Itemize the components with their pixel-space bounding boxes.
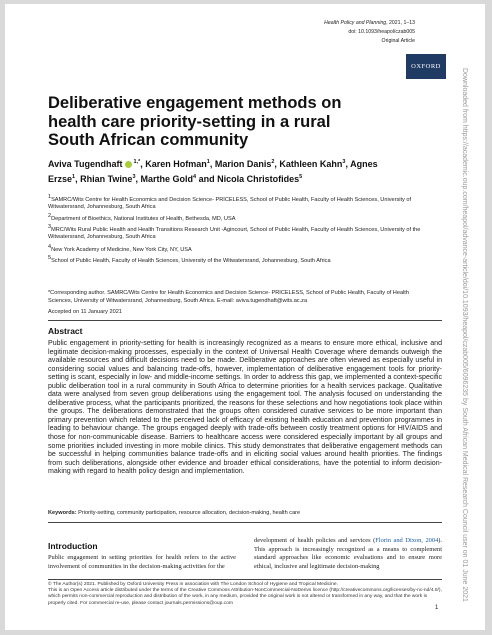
introduction-left-column: Public engagement in setting priorities for health refers to the active involvement of communities in the decision-making activities for the (48, 554, 236, 570)
affiliation-2 (48, 213, 433, 223)
license-footer (48, 582, 442, 607)
accepted-date: Accepted on 11 January 2021 (48, 309, 122, 315)
journal-citation (324, 20, 415, 26)
affiliation-text: New York Academy of Medicine, New York City, NY, USA (51, 246, 192, 253)
affiliation-number: 3 (48, 224, 52, 230)
author-name: and Nicola Christofides (196, 174, 300, 184)
introduction-heading: Introduction (48, 541, 98, 551)
affiliation-number: 1 (48, 194, 52, 200)
author-affiliation-mark: 2 (271, 159, 275, 165)
article-page (5, 4, 485, 630)
keywords (48, 510, 442, 516)
journal-name: Health Policy and Planning (324, 20, 387, 26)
affiliation-3 (48, 224, 433, 242)
author-corresponding-mark: * (138, 159, 141, 165)
article-title: Deliberative engagement methods on health care priority-setting in a rural South African community (48, 94, 342, 149)
doi[interactable]: doi: 10.1093/heapol/czab005 (348, 29, 415, 35)
page-number: 1 (435, 605, 439, 611)
author-name: Aviva Tugendhaft (48, 159, 123, 169)
intro-text: ). This approach is increasingly recognized as a means to complement standard approaches like economic evaluations and to ensure more ethical, inclusive and legitimate decision-making (254, 537, 442, 570)
author-affiliation-mark: 5 (299, 174, 303, 180)
keywords-list: Priority-setting, community participation, resource allocation, decision-making, health care (76, 510, 301, 516)
intro-text: development of health policies and services ( (254, 537, 376, 544)
author-name: , Karen Hofman (140, 159, 207, 169)
corresponding-author: *Corresponding author. SAMRC/Wits Centre for Health Economics and Decision Science- PRICELESS, School of Public Health, Faculty of Health Sciences, University of Witwatersrand, Johannesburg, South Africa. E-mail: aviva.tugendhaft@wits.ac.za (48, 290, 409, 304)
author-affiliation-mark: 4 (193, 174, 197, 180)
author-affiliation-mark: 1 (72, 174, 76, 180)
affiliation-text: SAMRC/Wits Centre for Health Economics and Decision Science- PRICELESS, School of Public Health, Faculty of Health Sciences, University of Witwatersrand, Johannesburg, South Africa (48, 196, 412, 211)
author-list (48, 156, 408, 186)
keywords-label: Keywords: (48, 510, 77, 516)
introduction-right-column (254, 537, 442, 571)
citation-link[interactable]: Florin and Dixon, 2004 (375, 537, 439, 544)
article-type: Original Article (381, 38, 415, 44)
keywords-bottom-rule (48, 522, 442, 523)
affiliation-text: Department of Bioethics, National Institutes of Health, Bethesda, MD, USA (51, 215, 236, 222)
abstract-text: Public engagement in priority-setting for health is increasingly recognized as a means to ensure more ethical, inclusive and legitimate decision-making processes, especially in the context of Universal Health Coverage where demands outweigh the available resources and difficult decisions need to be made. Deliberative approaches are often viewed as especially useful in considering social values and balancing trade-offs, however, implementation of deliberative engagement tools for priority-setting is scant, especially in low- and middle-income settings. In order to address this gap, we implemented a context-specific public deliberation tool in a rural community in South Africa to determine priorities for a health services package. Qualitative data were analysed from seven group deliberations using the engagement tool. The analysis focused on understanding the deliberative process, what the participants prioritized, the reasons for these selections and how negotiations took place within the groups. The deliberations demonstrated that the groups often considered curative services to be more important than primary prevention which related to the perceived lack of efficacy of existing health education and prevention programmes in leading to behaviour change. The groups engaged deeply with trade-offs between costly treatment options for HIV/AIDS and those for non-communicable disease. Barriers to healthcare access were considered especially important by all groups and some priorities included investing in more mobile clinics. This study demonstrates that deliberative engagement methods can be successful in helping communities balance trade-offs and in eliciting social values around health priorities. The findings from such deliberations, alongside other evidence and broader ethical considerations, have the potential to inform decision-making with regard to health policy design and implementation. (48, 340, 442, 476)
affiliation-text: School of Public Health, Faculty of Health Sciences, University of the Witwatersrand, Johannesburg, South Africa (51, 257, 331, 264)
author-name: , Kathleen Kahn (274, 159, 343, 169)
author-name: , Marion Danis (209, 159, 272, 169)
abstract-heading: Abstract (48, 326, 83, 336)
author-name: , Marthe Gold (135, 174, 194, 184)
affiliation-5 (48, 255, 433, 265)
affiliation-number: 2 (48, 213, 52, 219)
affiliation-number: 5 (48, 255, 52, 261)
journal-year-pages: , 2021, 1–13 (386, 20, 415, 26)
license-notice: This is an Open Access article distributed under the terms of the Creative Commons Attribution-NonCommercial-NoDerivs licence (http://creativecommons.org/licenses/by-nc-nd/4.0/), which permits non-commercial reproduction and distribution of the work, in any medium, provided the original work is not altered or transformed in any way, and that the work is properly cited. For commercial re-use, please contact journals.permissions@oup.com (48, 588, 442, 606)
copyright-notice: © The Author(s) 2021. Published by Oxford University Press in association with The London School of Hygiene and Tropical Medicine. (48, 582, 338, 587)
author-affiliation-mark: 3 (132, 174, 136, 180)
oxford-logo: OXFORD (406, 54, 446, 79)
download-watermark: Downloaded from https://academic.oup.com/heapol/advance-article/doi/10.1093/heapol/czab005/6096235 by South African Medical Research Council user on 01 June 2021 (461, 68, 468, 602)
affiliation-4 (48, 244, 433, 254)
author-affiliation-mark: 3 (342, 159, 346, 165)
footer-rule (48, 579, 442, 580)
author-affiliation-mark: 1, (133, 159, 139, 165)
author-affiliation-mark: 1 (206, 159, 210, 165)
affiliation-1 (48, 194, 433, 212)
author-name: , Agnes Erzse (48, 159, 378, 184)
affiliation-text: MRC/Wits Rural Public Health and Health Transitions Research Unit -Agincourt, School of Public Health, Faculty of Health Sciences, University of the Witwatersrand, Johannesburg, South Africa (48, 226, 421, 241)
orcid-icon[interactable] (125, 161, 132, 168)
abstract-top-rule (48, 320, 442, 321)
author-name: , Rhian Twine (75, 174, 133, 184)
affiliation-number: 4 (48, 244, 52, 250)
